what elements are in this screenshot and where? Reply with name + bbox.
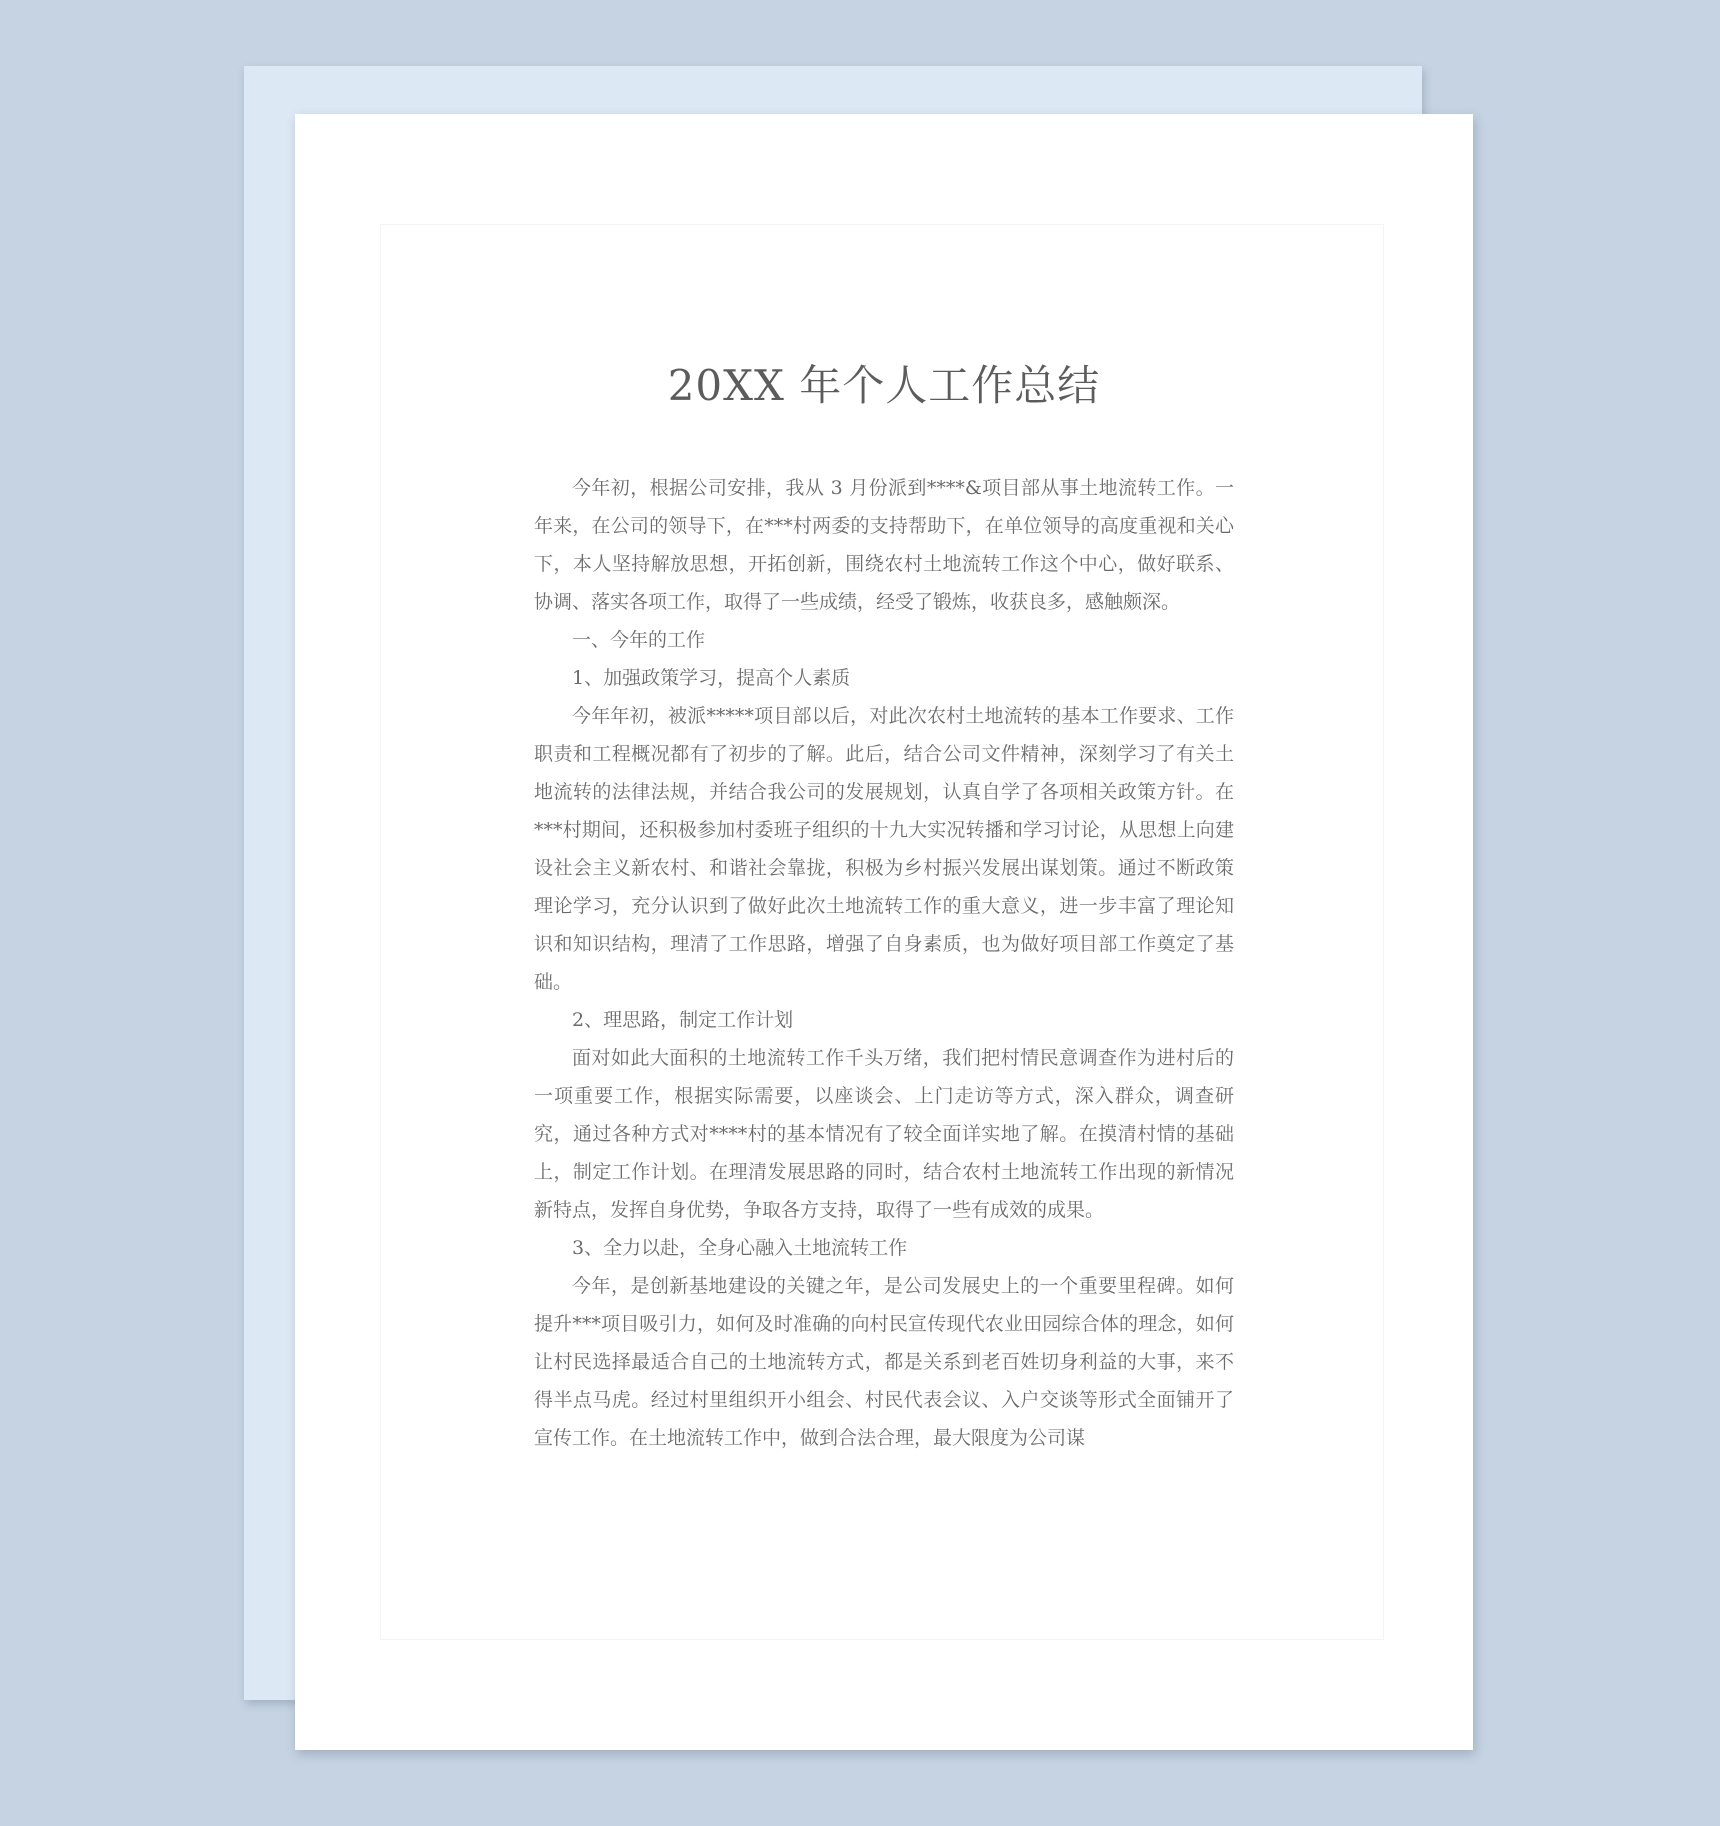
subsection-heading-1: 1、加强政策学习，提高个人素质 xyxy=(572,667,851,689)
subsection-heading-2: 2、理思路，制定工作计划 xyxy=(572,1009,794,1031)
paragraph-work-plan: 面对如此大面积的土地流转工作千头万绪，我们把村情民意调查作为进村后的一项重要工作，根据实际需要，以座谈会、上门走访等方式，深入群众，调查研究，通过各种方式对****村的基本情况有了较全面详实地了解。在摸清村情的基础上，制定工作计划。在理清发展思路的同时，结合农村土地流转工作出现的新情况新特点，发挥自身优势，争取各方支持，取得了一些有成效的成果。 xyxy=(534,1047,1234,1221)
section-heading-1: 一、今年的工作 xyxy=(572,629,706,651)
paragraph-intro: 今年初，根据公司安排，我从 3 月份派到****&项目部从事土地流转工作。一年来，在公司的领导下，在***村两委的支持帮助下，在单位领导的高度重视和关心下，本人坚持解放思想，开拓创新，围绕农村土地流转工作这个中心，做好联系、协调、落实各项工作，取得了一些成绩，经受了锻炼，收获良多，感触颇深。 xyxy=(534,477,1234,613)
subsection-heading-3: 3、全力以赴，全身心融入土地流转工作 xyxy=(572,1237,908,1259)
document-body xyxy=(534,469,1234,1457)
document-title: 20XX 年个人工作总结 xyxy=(667,361,1101,410)
paragraph-policy-study: 今年年初，被派*****项目部以后，对此次农村土地流转的基本工作要求、工作职责和工程概况都有了初步的了解。此后，结合公司文件精神，深刻学习了有关土地流转的法律法规，并结合我公司的发展规划，认真自学了各项相关政策方针。在***村期间，还积极参加村委班子组织的十九大实况转播和学习讨论，从思想上向建设社会主义新农村、和谐社会靠拢，积极为乡村振兴发展出谋划策。通过不断政策理论学习，充分认识到了做好此次土地流转工作的重大意义，进一步丰富了理论知识和知识结构，理清了工作思路，增强了自身素质，也为做好项目部工作奠定了基础。 xyxy=(534,705,1234,993)
document-page xyxy=(295,114,1473,1750)
paragraph-land-transfer: 今年，是创新基地建设的关键之年，是公司发展史上的一个重要里程碑。如何提升***项目吸引力，如何及时准确的向村民宣传现代农业田园综合体的理念，如何让村民选择最适合自己的土地流转方式，都是关系到老百姓切身利益的大事，来不得半点马虎。经过村里组织开小组会、村民代表会议、入户交谈等形式全面铺开了宣传工作。在土地流转工作中，做到合法合理，最大限度为公司谋 xyxy=(534,1275,1234,1449)
